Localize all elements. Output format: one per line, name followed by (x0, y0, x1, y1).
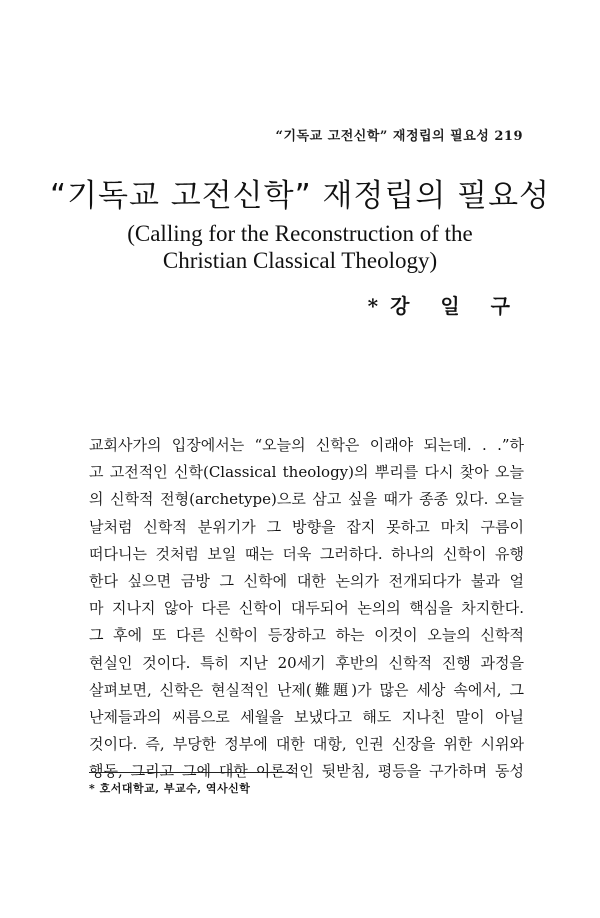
paper-title-english (0, 220, 600, 274)
body-paragraph (89, 432, 524, 785)
body-line: 행동, 그리고 그에 대한 이론적인 뒷받침, 평등을 구가하며 동성 (89, 762, 524, 781)
footnote-divider (89, 772, 293, 773)
body-line: 그 후에 또 다른 신학이 등장하고 하는 이것이 오늘의 신학적 (89, 626, 524, 645)
paper-title: “기독교 고전신학” 재정립의 필요성 (50, 178, 550, 214)
paper-title-english-line-1: (Calling for the Reconstruction of the (127, 221, 473, 246)
body-line: 한다 싶으면 금방 그 신학에 대한 논의가 전개되다가 불과 얼 (89, 571, 524, 590)
running-head: “기독교 고전신학” 재정립의 필요성 219 (275, 129, 523, 144)
body-line: 것이다. 즉, 부당한 정부에 대한 대항, 인권 신장을 위한 시위와 (89, 735, 524, 754)
author-name: *강 일 구 (367, 294, 522, 318)
body-line: 살펴보면, 신학은 현실적인 난제(難題)가 많은 세상 속에서, 그 (89, 680, 524, 699)
footnote: * 호서대학교, 부교수, 역사신학 (89, 782, 251, 795)
body-line: 날처럼 신학적 분위기가 그 방향을 잡지 못하고 마치 구름이 (89, 517, 524, 536)
body-line: 떠다니는 것처럼 보일 때는 더욱 그러하다. 하나의 신학이 유행 (89, 544, 524, 563)
body-line: 의 신학적 전형(archetype)으로 삼고 싶을 때가 종종 있다. 오늘 (89, 490, 524, 509)
body-line: 고 고전적인 신학(Classical theology)의 뿌리를 다시 찾아 오늘 (89, 463, 524, 482)
body-line: 마 지나지 않아 다른 신학이 대두되어 논의의 핵심을 차지한다. (89, 599, 524, 618)
body-line: 현실인 것이다. 특히 지난 20세기 후반의 신학적 진행 과정을 (89, 653, 524, 672)
paper-title-english-line-2: Christian Classical Theology) (162, 248, 438, 273)
title-block (0, 176, 600, 274)
body-line: 교회사가의 입장에서는 “오늘의 신학은 이래야 되는데. . .”하 (89, 436, 524, 454)
body-line: 난제들과의 씨름으로 세월을 보냈다고 해도 지나친 말이 아닐 (89, 707, 524, 726)
